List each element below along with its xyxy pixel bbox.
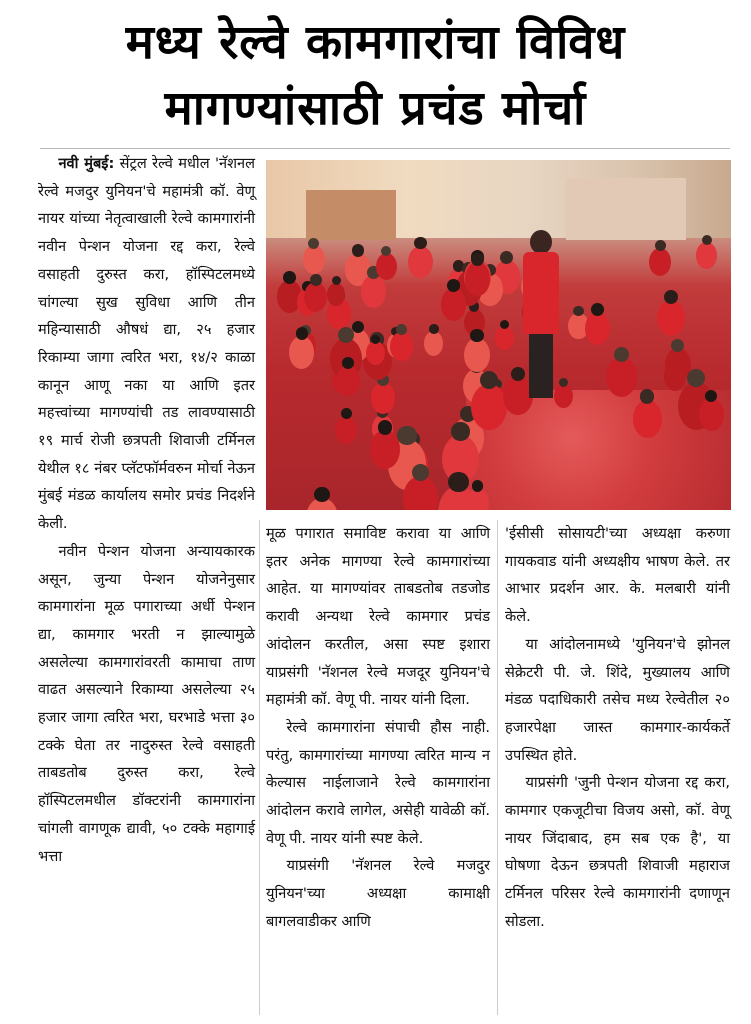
crowd-head: [341, 408, 352, 419]
speaker-body: [523, 252, 559, 334]
speaker-head: [530, 230, 552, 254]
crowd-person: [424, 331, 443, 356]
crowd-person: [390, 332, 413, 362]
crowd-head: [429, 324, 439, 334]
crowd-head: [414, 237, 427, 250]
crowd-person: [657, 300, 685, 336]
crowd-head: [397, 426, 416, 445]
headline-line-1: मध्य रेल्वे कामगारांचा विविध: [125, 15, 626, 70]
crowd-head: [448, 472, 468, 492]
crowd-person: [371, 382, 395, 414]
crowd-person: [441, 288, 466, 321]
crowd-person: [495, 326, 513, 350]
crowd-head: [308, 238, 319, 249]
crowd-person: [336, 366, 360, 397]
photo-building-left: [306, 190, 396, 240]
crowd-head: [352, 244, 365, 257]
crowd-person: [361, 275, 386, 308]
article-paragraph: याप्रसंगी 'नॅशनल रेल्वे मजदुर युनियन'च्या अध्यक्षा कामाक्षी बागलवाडीकर आणि: [266, 857, 490, 930]
crowd-person: [303, 245, 325, 274]
crowd-person: [464, 338, 490, 372]
speaker-legs: [529, 334, 553, 398]
crowd-rally-photo: [266, 160, 731, 510]
article-column-2: [266, 520, 490, 1015]
crowd-head: [451, 422, 469, 440]
column-divider: [497, 520, 498, 1015]
article-column-1: [38, 150, 255, 1015]
photo-building-right: [566, 178, 686, 240]
crowd-head: [470, 329, 483, 342]
crowd-person: [370, 430, 400, 468]
crowd-head: [655, 240, 666, 251]
crowd-person: [649, 248, 671, 277]
crowd-head: [480, 371, 498, 389]
article-paragraph: रेल्वे कामगारांना संपाची हौस नाही. परंतु, कामगारांच्या मागण्या त्वरित मान्य न केल्यास नाईलाजाने रेल्वे कामगारांना आंदोलन करावे लागेल, असेही यावेळी कॉ. वेणू पी. नायर यांनी स्पष्ट केले.: [266, 718, 490, 847]
crowd-head: [296, 327, 309, 340]
article-paragraph: मूळ पगारात समाविष्ट करावा या आणि इतर अनेक मागण्या रेल्वे कामगारांच्या आहेत. या मागण्यांवर ताबडतोब तडजोड करावी अन्यथा रेल्वे कामगार प्रचंड आंदोलन करतील, असा स्पष्ट इशारा याप्रसंगी 'नॅशनल रेल्वे मजदूर युनियन'चे महामंत्री कॉ. वेणू पी. नायर यांनी दिला.: [266, 525, 490, 709]
crowd-head: [591, 303, 604, 316]
column-divider: [259, 520, 260, 1015]
crowd-head: [447, 279, 460, 292]
crowd-head: [314, 487, 330, 503]
crowd-person: [408, 246, 433, 279]
crowd-person: [696, 242, 717, 269]
article-paragraph: [38, 150, 255, 538]
headline-line-2: मागण्यांसाठी प्रचंड मोर्चा: [164, 81, 587, 136]
dateline: नवी मुंबई:: [58, 155, 115, 172]
crowd-person: [403, 476, 437, 510]
paragraph-text: सेंट्रल रेल्वे मधील 'नॅशनल रेल्वे मजदुर युनियन'चे महामंत्री कॉ. वेणू नायर यांच्या नेतृत्वाखाली रेल्वे कामगारांनी नवीन पेन्शन योजना रद्द करा, रेल्वे वसाहती दुरुस्त करा, हॉस्पिटलमध्ये चांगल्या सुख सुविधा आणि तीन महिन्यासाठी औषधं द्या, २५ हजार रिकाम्या जागा त्वरित भरा, १४/२ काळा कानून आणू नका या आणि इतर महत्त्वांच्या मागण्यांची तड लावण्यासाठी १९ मार्च रोजी छत्रपती शिवाजी टर्मिनल येथील १८ नंबर प्लॅटफॉर्मवरुन मोर्चा नेऊन मुंबई मंडळ कार्यालय समोर प्रचंड निदर्शने केली.: [38, 155, 255, 533]
crowd-head: [702, 235, 712, 245]
crowd-person: [335, 416, 357, 444]
crowd-head: [283, 271, 296, 284]
crowd-person: [471, 384, 506, 430]
crowd-person: [585, 312, 611, 345]
headline-divider: [40, 148, 730, 149]
crowd-person: [304, 282, 327, 312]
crowd-head: [500, 320, 509, 329]
article-column-3: [505, 520, 730, 1015]
article-paragraph: या आंदोलनामध्ये 'युनियन'चे झोनल सेक्रेटरी पी. जे. शिंदे, मुख्यालय आणि मंडळ पदाधिकारी तसेच मध्य रेल्वेतील २० हजारपेक्षा जास्त कामगार-कार्यकर्ते उपस्थित होते.: [505, 635, 730, 764]
article-paragraph: 'ईसीसी सोसायटी'च्या अध्यक्षा करुणा गायकवाड यांनी अध्यक्षीय भाषण केले. तर आभार प्रदर्शन आर. के. मलबारी यांनी केले.: [505, 525, 730, 626]
article-paragraph: नवीन पेन्शन योजना अन्यायकारक असून, जुन्या पेन्शन योजनेनुसार कामगारांना मूळ पगाराच्या अर्धी पेन्शन द्या, कामगार भरती न झाल्यामुळे असलेल्या कामगारांवरती कामाचा ताण वाढत असल्याने रिकाम्या असलेल्या २५ हजार जागा त्वरित भरा, घरभाडे भत्ता ३० टक्के घेता तर नादुरुस्त रेल्वे वसाहती ताबडतोब दुरुस्त करा, रेल्वे हॉस्पिटलमधील डॉक्टरांनी कामगारांना चांगली वागणूक द्यावी, ५० टक्के महागाई भत्ता: [38, 542, 255, 865]
crowd-person: [606, 357, 637, 397]
crowd-head: [378, 420, 393, 435]
crowd-person: [289, 336, 314, 369]
crowd-person: [699, 398, 724, 430]
article-paragraph: याप्रसंगी 'जुनी पेन्शन योजना रद्द करा, कामगार एकजूटीचा विजय असो, कॉ. वेणू नायर जिंदाबाद, हम सब एक है', या घोषणा देऊन छत्रपती शिवाजी महाराज टर्मिनल परिसर रेल्वे कामगारांनी दणाणून सोडला.: [505, 774, 730, 930]
photo-speaker: [521, 230, 561, 400]
crowd-head: [338, 327, 354, 343]
crowd-head: [573, 306, 583, 316]
crowd-head: [310, 274, 322, 286]
crowd-person: [376, 253, 397, 280]
crowd-person: [633, 400, 662, 438]
headline: [0, 0, 751, 150]
